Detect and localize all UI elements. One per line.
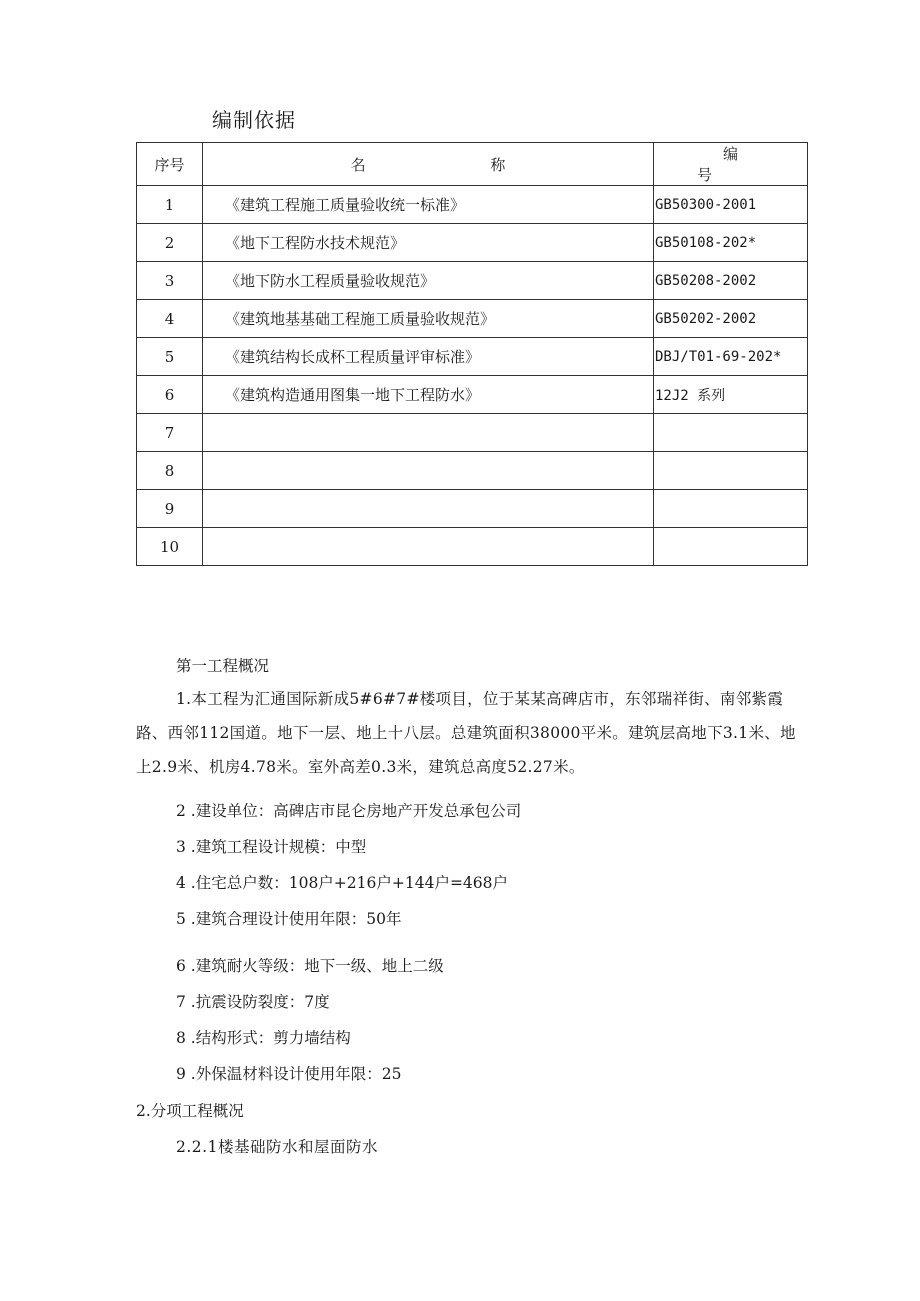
- row-name: 《地下工程防水技术规范》: [203, 224, 654, 262]
- row-number: 6: [137, 376, 203, 414]
- row-number: 9: [137, 490, 203, 528]
- table-row: [137, 224, 808, 262]
- header-code: 编 号: [654, 143, 808, 186]
- row-name: [203, 490, 654, 528]
- row-code: GB50202-2002: [654, 300, 808, 338]
- table-row: [137, 376, 808, 414]
- table-row: [137, 300, 808, 338]
- row-code: GB50208-2002: [654, 262, 808, 300]
- row-name: [203, 452, 654, 490]
- table-row: [137, 528, 808, 566]
- reference-table: [136, 142, 808, 566]
- row-number: 10: [137, 528, 203, 566]
- overview-item: 6 .建筑耐火等级：地下一级、地上二级: [176, 957, 444, 975]
- row-number: 2: [137, 224, 203, 262]
- row-code: GB50300-2001: [654, 186, 808, 224]
- table-header-row: [137, 143, 808, 186]
- header-name: 名 称: [203, 143, 654, 186]
- row-number: 3: [137, 262, 203, 300]
- row-code: [654, 490, 808, 528]
- row-name: 《建筑地基基础工程施工质量验收规范》: [203, 300, 654, 338]
- table-row: [137, 452, 808, 490]
- header-no: 序号: [137, 143, 203, 186]
- table-row: [137, 186, 808, 224]
- overview-item-1: 1.本工程为汇通国际新成5#6#7#楼项目，位于某某高碑店市，东邻瑞祥街、南邻紫霞路、西邻112国道。地下一层、地上十八层。总建筑面积38000平米。建筑层高地下3.1米、地上2.9米、机房4.78米。室外高差0.3米，建筑总高度52.27米。: [136, 690, 796, 776]
- table-row: [137, 490, 808, 528]
- overview-item: 8 .结构形式：剪力墙结构: [176, 1029, 351, 1047]
- row-number: 5: [137, 338, 203, 376]
- overview-item: 4 .住宅总户数：108户+216户+144户=468户: [176, 874, 509, 892]
- row-name: 《建筑构造通用图集一地下工程防水》: [203, 376, 654, 414]
- row-code: [654, 414, 808, 452]
- row-name: 《建筑结构长成杯工程质量评审标准》: [203, 338, 654, 376]
- page-heading: 编制依据: [212, 108, 296, 132]
- overview-item: 2 .建设单位：高碑店市昆仑房地产开发总承包公司: [176, 802, 522, 820]
- row-code: [654, 528, 808, 566]
- row-number: 4: [137, 300, 203, 338]
- overview-item: 3 .建筑工程设计规模：中型: [176, 838, 367, 856]
- overview-item: 9 .外保温材料设计使用年限：25: [176, 1065, 402, 1083]
- table-row: [137, 414, 808, 452]
- row-code: 12J2 系列: [654, 376, 808, 414]
- row-name: [203, 414, 654, 452]
- sub-overview-item: 2.2.1楼基础防水和屋面防水: [176, 1138, 378, 1156]
- row-code: DBJ/T01-69-202*: [654, 338, 808, 376]
- table-row: [137, 262, 808, 300]
- overview-item: 5 .建筑合理设计使用年限：50年: [176, 910, 402, 928]
- row-number: 7: [137, 414, 203, 452]
- table-row: [137, 338, 808, 376]
- row-number: 8: [137, 452, 203, 490]
- row-name: 《地下防水工程质量验收规范》: [203, 262, 654, 300]
- sub-overview-title: 2.分项工程概况: [136, 1102, 244, 1120]
- row-code: [654, 452, 808, 490]
- row-name: [203, 528, 654, 566]
- overview-title: 第一工程概况: [176, 657, 270, 675]
- overview-item: 7 .抗震设防裂度：7度: [176, 993, 330, 1011]
- row-name: 《建筑工程施工质量验收统一标准》: [203, 186, 654, 224]
- row-code: GB50108-202*: [654, 224, 808, 262]
- row-number: 1: [137, 186, 203, 224]
